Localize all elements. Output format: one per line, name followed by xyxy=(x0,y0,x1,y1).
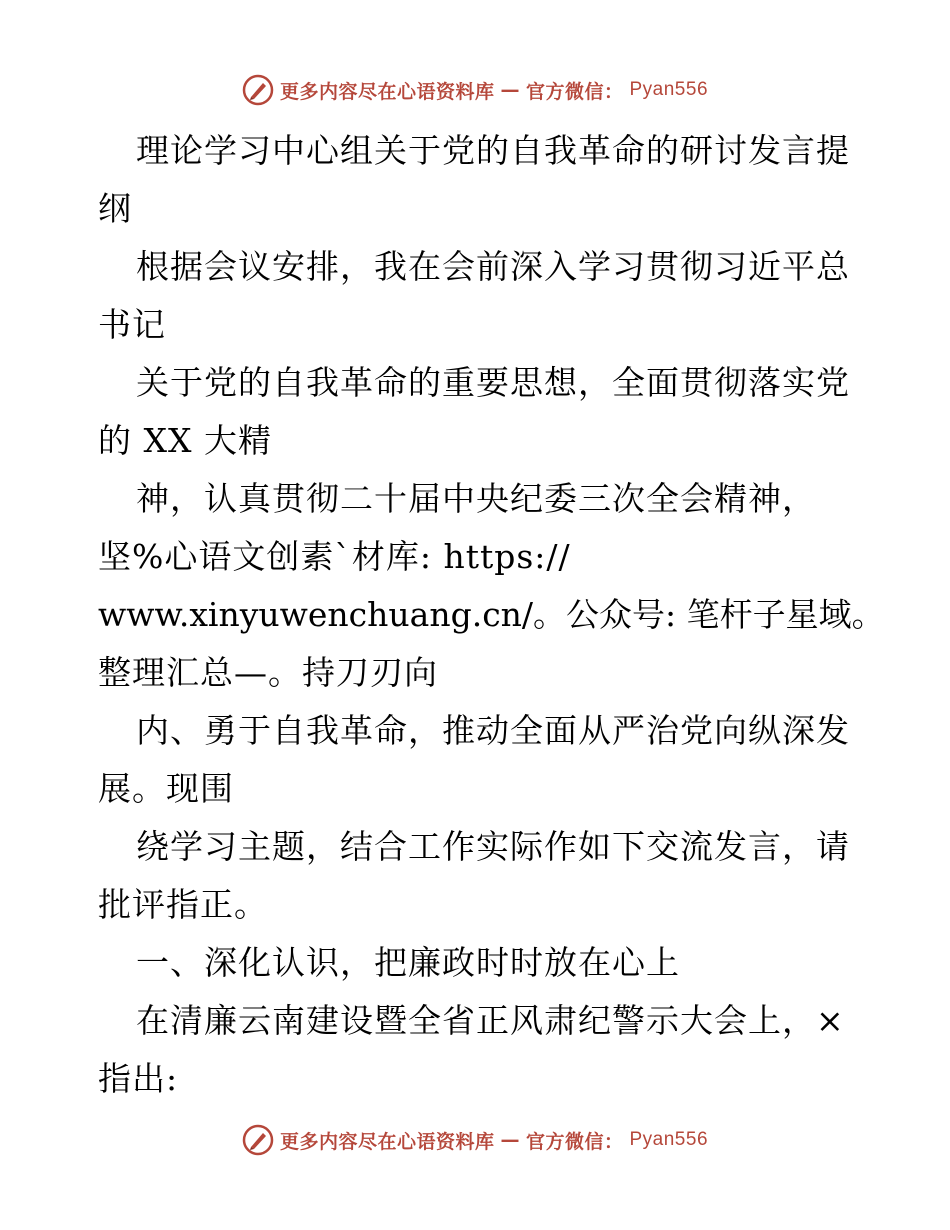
paragraph-line: 的 XX 大精 xyxy=(98,421,272,460)
header-banner-wechat-id: Pyan556 xyxy=(629,79,709,100)
pen-logo-icon xyxy=(242,1124,274,1156)
header-banner xyxy=(0,70,950,110)
paragraph-line: 绕学习主题，结合工作实际作如下交流发言，请 xyxy=(136,827,850,866)
footer-banner-wechat-id: Pyan556 xyxy=(629,1129,709,1150)
paragraph-line: 书记 xyxy=(98,305,166,344)
header-banner-wechat-label: 官方微信： xyxy=(525,80,624,103)
paragraph-line: www.xinyuwenchuang.cn/。公众号: 笔杆子星域。 xyxy=(98,595,885,634)
paragraph-line: 根据会议安排，我在会前深入学习贯彻习近平总 xyxy=(136,247,850,286)
document-body xyxy=(98,122,885,1108)
paragraph-line: 在清廉云南建设暨全省正风肃纪警示大会上，× xyxy=(136,1001,845,1040)
document-title-line-2: 纲 xyxy=(98,189,132,228)
section-heading: 一、深化认识，把廉政时时放在心上 xyxy=(136,943,680,982)
header-banner-text: 更多内容尽在心语资料库 xyxy=(279,80,495,103)
paragraph-line: 关于党的自我革命的重要思想，全面贯彻落实党 xyxy=(136,363,850,402)
footer-banner xyxy=(0,1120,950,1160)
document-title-line-1: 理论学习中心组关于党的自我革命的研讨发言提 xyxy=(136,131,850,170)
footer-banner-text: 更多内容尽在心语资料库 xyxy=(279,1130,495,1153)
pen-logo-icon xyxy=(242,74,274,106)
footer-banner-wechat-label: 官方微信： xyxy=(525,1130,624,1153)
paragraph-line: 展。现围 xyxy=(98,769,234,808)
paragraph-line: 指出: xyxy=(98,1059,179,1098)
paragraph-line: 神，认真贯彻二十届中央纪委三次全会精神， xyxy=(136,479,816,518)
paragraph-line: 整理汇总—。持刀刃向 xyxy=(98,653,438,692)
paragraph-line: 坚%心语文创素`材库: https:// xyxy=(98,537,571,576)
header-banner-dash: — xyxy=(500,79,520,101)
paragraph-line: 批评指正。 xyxy=(98,885,268,924)
paragraph-line: 内、勇于自我革命，推动全面从严治党向纵深发 xyxy=(136,711,850,750)
footer-banner-dash: — xyxy=(500,1129,520,1151)
